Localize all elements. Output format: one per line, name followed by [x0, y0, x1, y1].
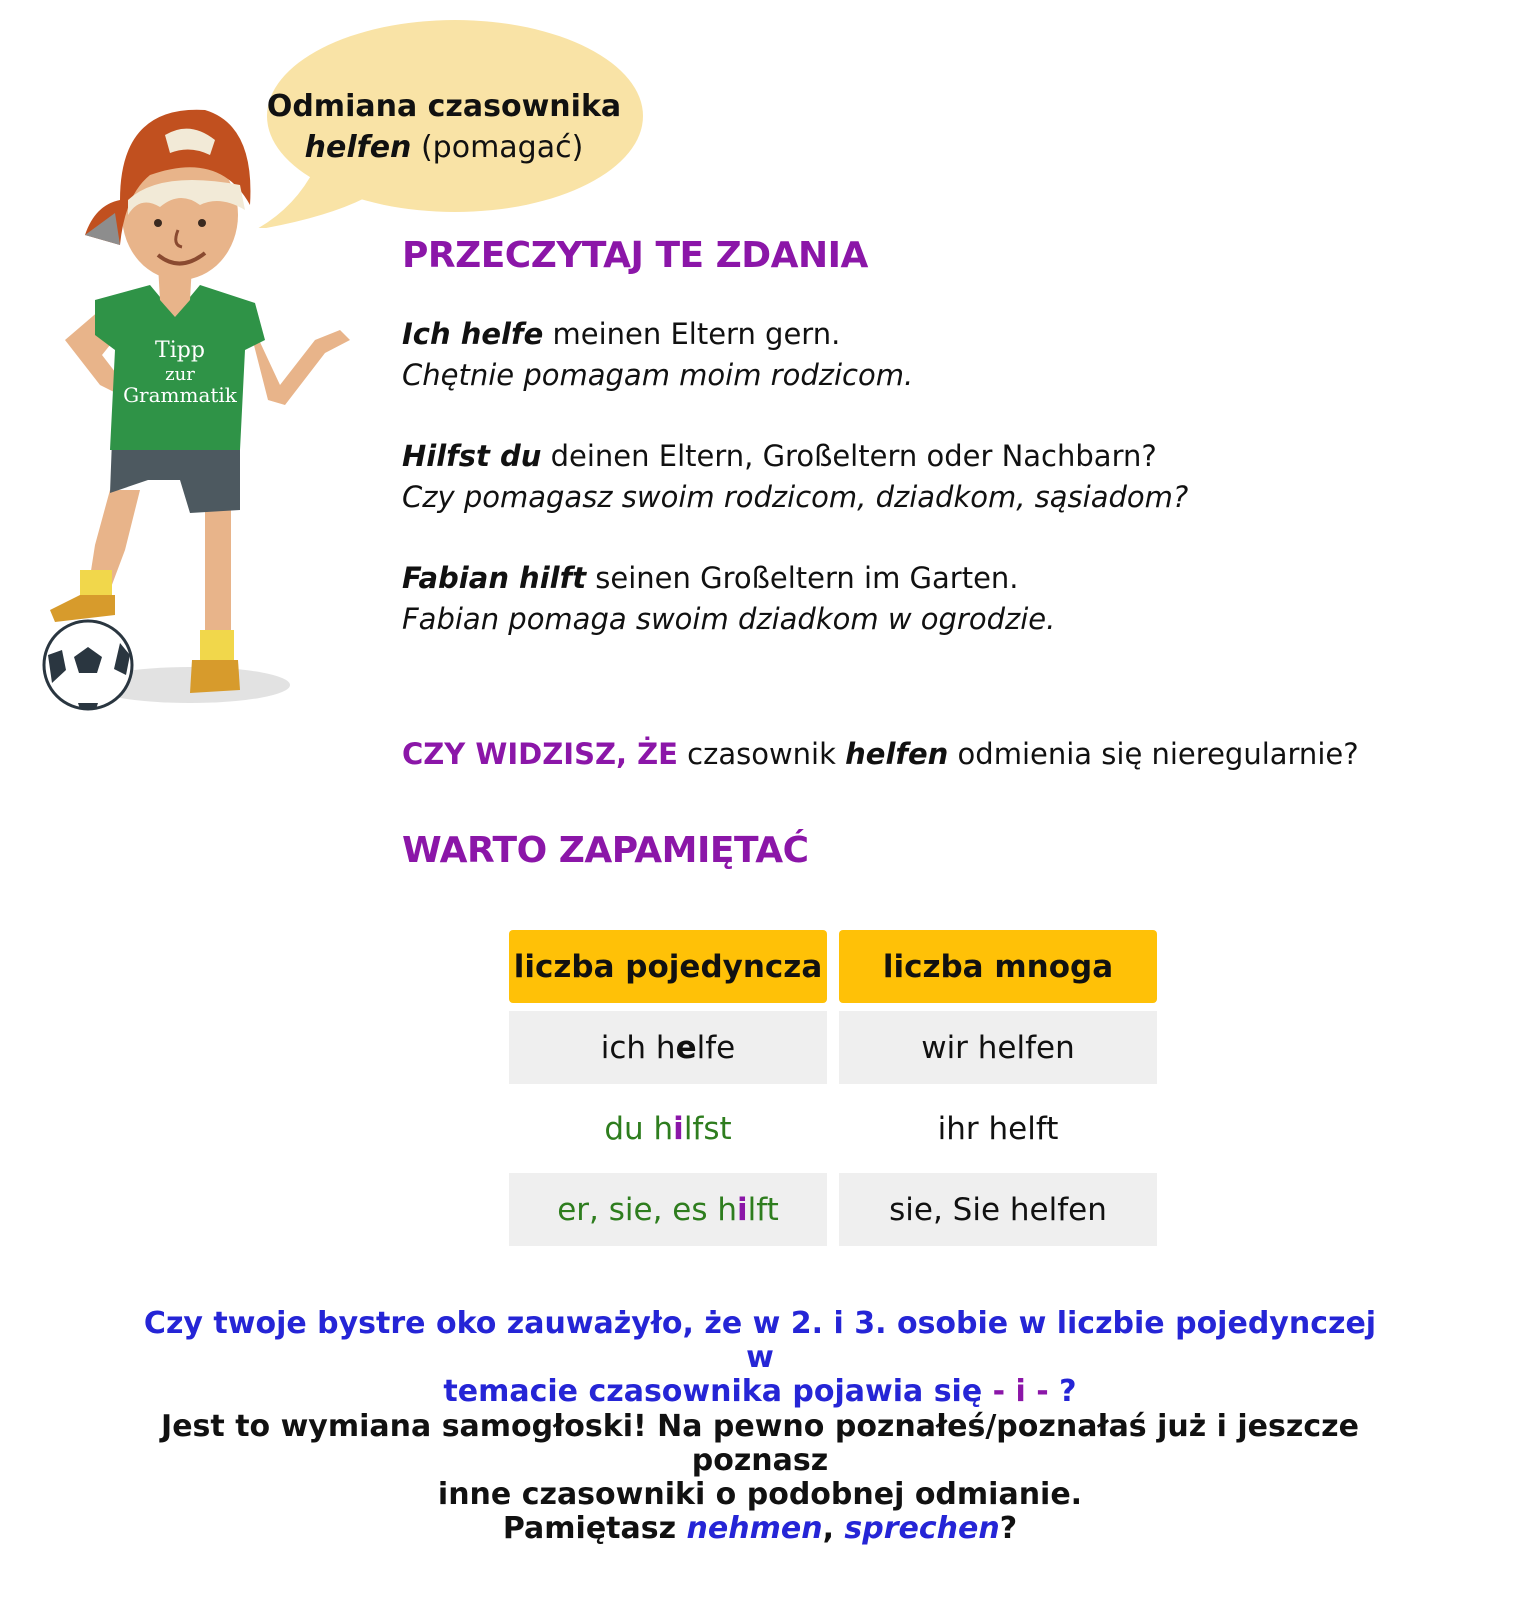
- question-text-1: czasownik: [677, 737, 846, 771]
- shirt-text: Tipp: [155, 338, 205, 363]
- header-plural: liczba mnoga: [839, 930, 1157, 1003]
- sentence-2-translation: Czy pomagasz swoim rodzicom, dziadkom, sąsiadom?: [402, 480, 1189, 514]
- heading-remember: WARTO ZAPAMIĘTAĆ: [402, 830, 809, 871]
- sentence-1-german: meinen Eltern gern.: [543, 317, 841, 351]
- question-verb: helfen: [845, 737, 949, 771]
- note-line-1: Czy twoje bystre oko zauważyło, że w 2. i 3. osobie w liczbie pojedynczej w: [143, 1306, 1377, 1375]
- cell-text: du h: [604, 1110, 674, 1147]
- cell-text: lfe: [696, 1029, 736, 1066]
- sentence-2-german: deinen Eltern, Großeltern oder Nachbarn?: [541, 439, 1157, 473]
- bubble-verb: helfen: [304, 130, 412, 165]
- stem-vowel: i: [737, 1191, 748, 1228]
- stem-vowel: e: [675, 1029, 697, 1066]
- final-paragraph: [130, 1410, 1390, 1546]
- table-row: [509, 1173, 1157, 1246]
- sentence-2-verb: Hilfst du: [402, 439, 542, 473]
- cell-plural-3: sie, Sie helfen: [839, 1173, 1157, 1246]
- sentence-3: [402, 558, 1055, 640]
- cell-text: lfst: [683, 1110, 732, 1147]
- cell-plural-1: wir helfen: [839, 1011, 1157, 1084]
- svg-text:zur: zur: [165, 364, 195, 385]
- irregular-question: [402, 737, 1359, 771]
- stem-vowel: i: [673, 1110, 684, 1147]
- note-marker: - i -: [992, 1374, 1049, 1409]
- table-row: [509, 1011, 1157, 1084]
- final-line-3: Pamiętasz: [502, 1511, 687, 1546]
- cell-plural-2: ihr helft: [937, 1110, 1059, 1147]
- verb-example-1: nehmen: [686, 1511, 823, 1546]
- cell-singular-1: [509, 1011, 827, 1084]
- cell-singular-2: [509, 1092, 827, 1165]
- final-line-1: Jest to wymiana samogłoski! Na pewno poznałeś/poznałaś już i jeszcze poznasz: [161, 1409, 1359, 1478]
- bubble-line1: Odmiana czasownika: [266, 89, 622, 124]
- sentence-3-verb: Fabian hilft: [402, 561, 587, 595]
- sentence-3-german: seinen Großeltern im Garten.: [586, 561, 1019, 595]
- svg-text:Grammatik: Grammatik: [123, 383, 237, 407]
- final-line-2: inne czasowniki o podobnej odmianie.: [437, 1477, 1083, 1512]
- sentence-2: [402, 436, 1188, 518]
- cell-text: lft: [747, 1191, 779, 1228]
- conjugation-table: [497, 922, 1169, 1254]
- sentence-1: [402, 314, 913, 396]
- sentence-1-verb: Ich helfe: [402, 317, 544, 351]
- note-end: ?: [1048, 1374, 1077, 1409]
- mascot-boy-illustration: [40, 95, 370, 725]
- table-header-row: [509, 930, 1157, 1003]
- final-end: ?: [999, 1511, 1018, 1546]
- verb-example-2: sprechen: [844, 1511, 1000, 1546]
- question-highlight: CZY WIDZISZ, ŻE: [402, 737, 678, 771]
- table-row: [509, 1092, 1157, 1165]
- sentence-3-translation: Fabian pomaga swoim dziadkom w ogrodzie.: [402, 602, 1056, 636]
- cell-singular-3: [509, 1173, 827, 1246]
- question-text-2: odmienia się nieregularnie?: [948, 737, 1359, 771]
- sentence-1-translation: Chętnie pomagam moim rodzicom.: [402, 358, 914, 392]
- note-line-2: temacie czasownika pojawia się: [443, 1374, 993, 1409]
- separator: ,: [822, 1511, 845, 1546]
- cell-text: ich h: [600, 1029, 676, 1066]
- header-singular: liczba pojedyncza: [509, 930, 827, 1003]
- vowel-change-note: [130, 1307, 1390, 1409]
- heading-read-sentences: PRZECZYTAJ TE ZDANIA: [402, 235, 868, 276]
- bubble-translation: (pomagać): [420, 130, 584, 165]
- cell-text: er, sie, es h: [557, 1191, 737, 1228]
